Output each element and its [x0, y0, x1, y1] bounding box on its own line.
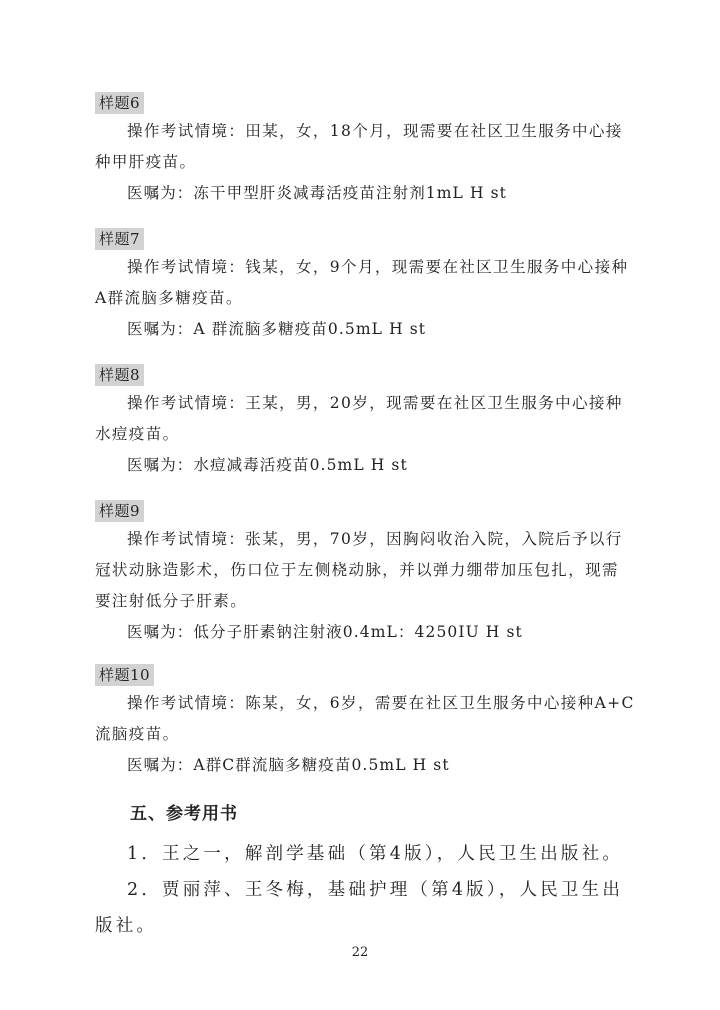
exam-scenario: 操作考试情境：王某，男，20岁，现需要在社区卫生服务中心接种水痘疫苗。	[95, 394, 623, 443]
reference-list	[95, 836, 640, 944]
question-label: 样题9	[95, 500, 144, 522]
medical-order: 医嘱为：A 群流脑多糖疫苗0.5mL H st	[127, 320, 427, 338]
sample-question-9	[95, 500, 635, 648]
sample-question-6	[95, 92, 635, 209]
medical-order: 医嘱为：水痘减毒活疫苗0.5mL H st	[127, 456, 408, 474]
sample-question-7	[95, 228, 635, 345]
exam-scenario: 操作考试情境：张某，男，70岁，因胸闷收治入院，入院后予以行冠状动脉造影术，伤口位于左侧桡动脉，并以弹力绷带加压包扎，现需要注射低分子肝素。	[95, 530, 623, 610]
sample-question-10	[95, 664, 635, 781]
exam-scenario: 操作考试情境：田某，女，18个月，现需要在社区卫生服务中心接种甲肝疫苗。	[95, 122, 623, 171]
medical-order: 医嘱为：低分子肝素钠注射液0.4mL：4250IU H st	[127, 623, 523, 641]
section-title: 五、参考用书	[130, 804, 238, 824]
reference-item: 1．王之一，解剖学基础（第4版），人民卫生出版社。	[127, 844, 624, 864]
medical-order: 医嘱为：冻干甲型肝炎减毒活疫苗注射剂1mL H st	[127, 184, 508, 202]
exam-scenario: 操作考试情境：陈某，女，6岁，需要在社区卫生服务中心接种A+C流脑疫苗。	[95, 694, 635, 743]
question-label: 样题10	[95, 664, 154, 686]
page-number: 22	[351, 945, 369, 960]
sample-question-8	[95, 364, 635, 481]
reference-item: 2．贾丽萍、王冬梅，基础护理（第4版），人民卫生出版社。	[95, 880, 624, 936]
question-label: 样题7	[95, 228, 144, 250]
question-label: 样题6	[95, 92, 144, 114]
medical-order: 医嘱为：A群C群流脑多糖疫苗0.5mL H st	[127, 756, 450, 774]
question-label: 样题8	[95, 364, 144, 386]
exam-scenario: 操作考试情境：钱某，女，9个月，现需要在社区卫生服务中心接种A群流脑多糖疫苗。	[95, 258, 629, 307]
